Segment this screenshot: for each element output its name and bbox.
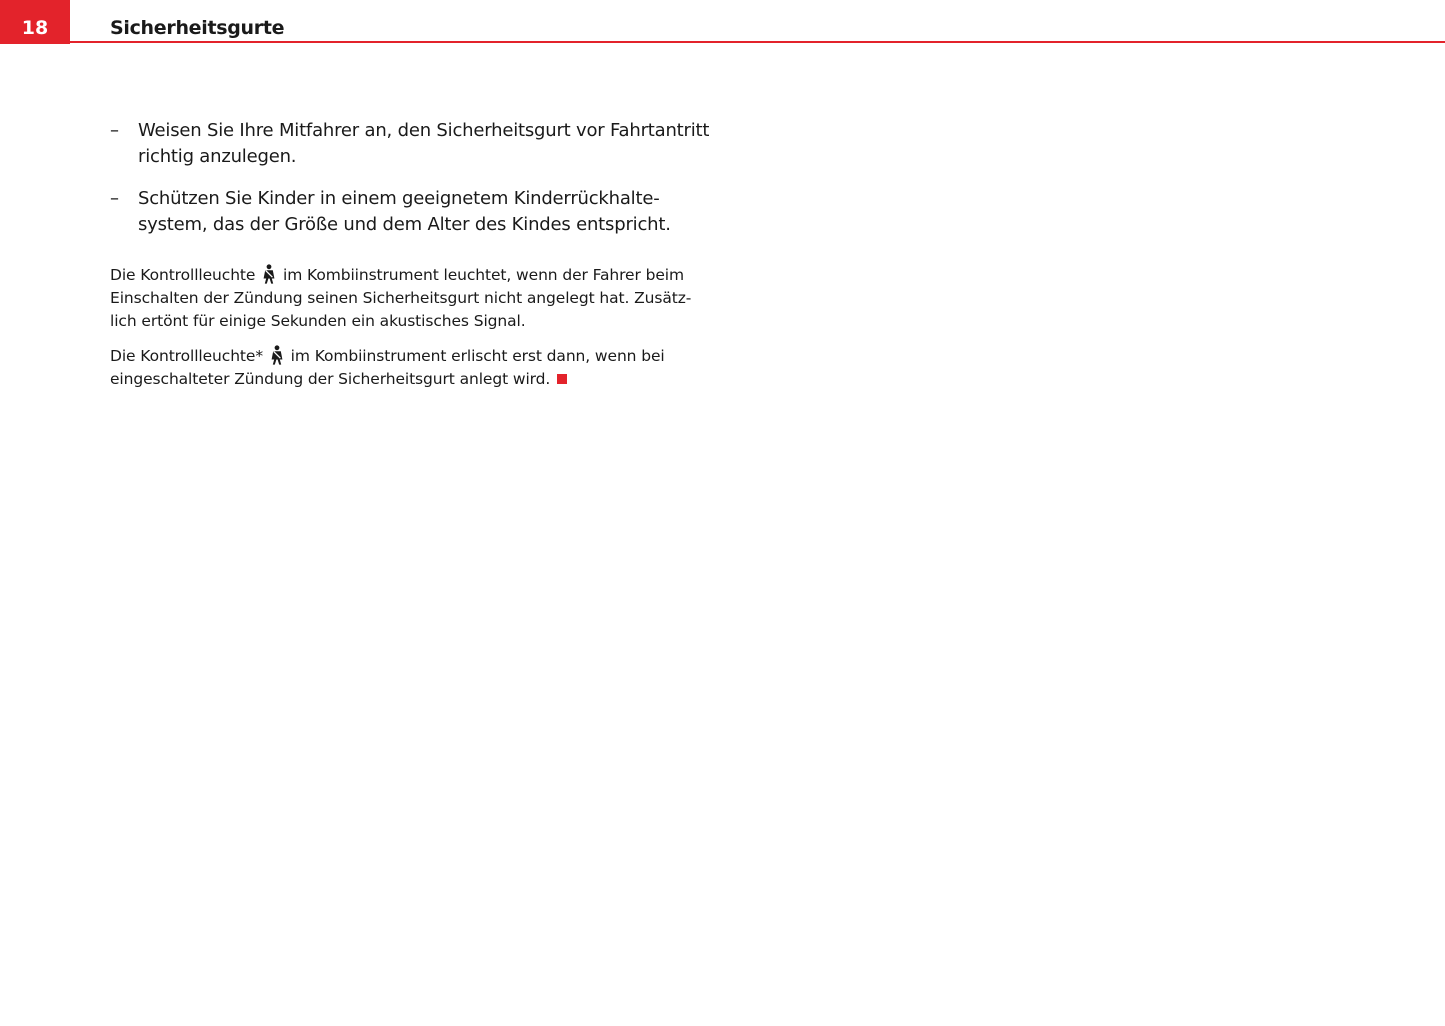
seatbelt-warning-icon	[269, 345, 285, 365]
paragraph-text: eingeschalteter Zündung der Sicherheitsgurt anlegt wird.	[110, 370, 551, 388]
spacer	[110, 254, 710, 264]
end-of-section-marker	[557, 374, 567, 384]
seatbelt-warning-icon	[261, 264, 277, 284]
paragraph-text: Einschalten der Zündung seinen Sicherheitsgurt nicht angelegt hat. Zusätz-	[110, 289, 692, 307]
body-paragraph	[110, 264, 710, 333]
list-item	[110, 186, 710, 238]
page-number: 18	[21, 17, 49, 39]
page-header	[0, 0, 1445, 44]
instruction-list	[110, 118, 710, 238]
chapter-title: Sicherheitsgurte	[110, 17, 285, 39]
list-item-text-line1: Weisen Sie Ihre Mitfahrer an, den Sicherheitsgurt vor Fahrtantritt	[138, 120, 710, 141]
paragraph-text: Die Kontrollleuchte	[110, 266, 256, 284]
paragraph-text: lich ertönt für einige Sekunden ein akustisches Signal.	[110, 312, 526, 330]
bullet-dash: –	[110, 120, 119, 141]
list-item-text-line2: richtig anzulegen.	[138, 146, 297, 167]
page-number-box	[0, 0, 70, 44]
body-paragraph	[110, 345, 710, 391]
header-rule	[70, 41, 1445, 43]
list-item-text-line1: Schützen Sie Kinder in einem geeignetem Kinderrückhalte-	[138, 188, 660, 209]
paragraph-text: Die Kontrollleuchte*	[110, 347, 263, 365]
paragraph-text: im Kombiinstrument leuchtet, wenn der Fahrer beim	[283, 266, 684, 284]
bullet-dash: –	[110, 188, 119, 209]
page-content	[110, 118, 710, 403]
list-item	[110, 118, 710, 170]
list-item-text-line2: system, das der Größe und dem Alter des Kindes entspricht.	[138, 214, 671, 235]
paragraph-text: im Kombiinstrument erlischt erst dann, wenn bei	[290, 347, 665, 365]
